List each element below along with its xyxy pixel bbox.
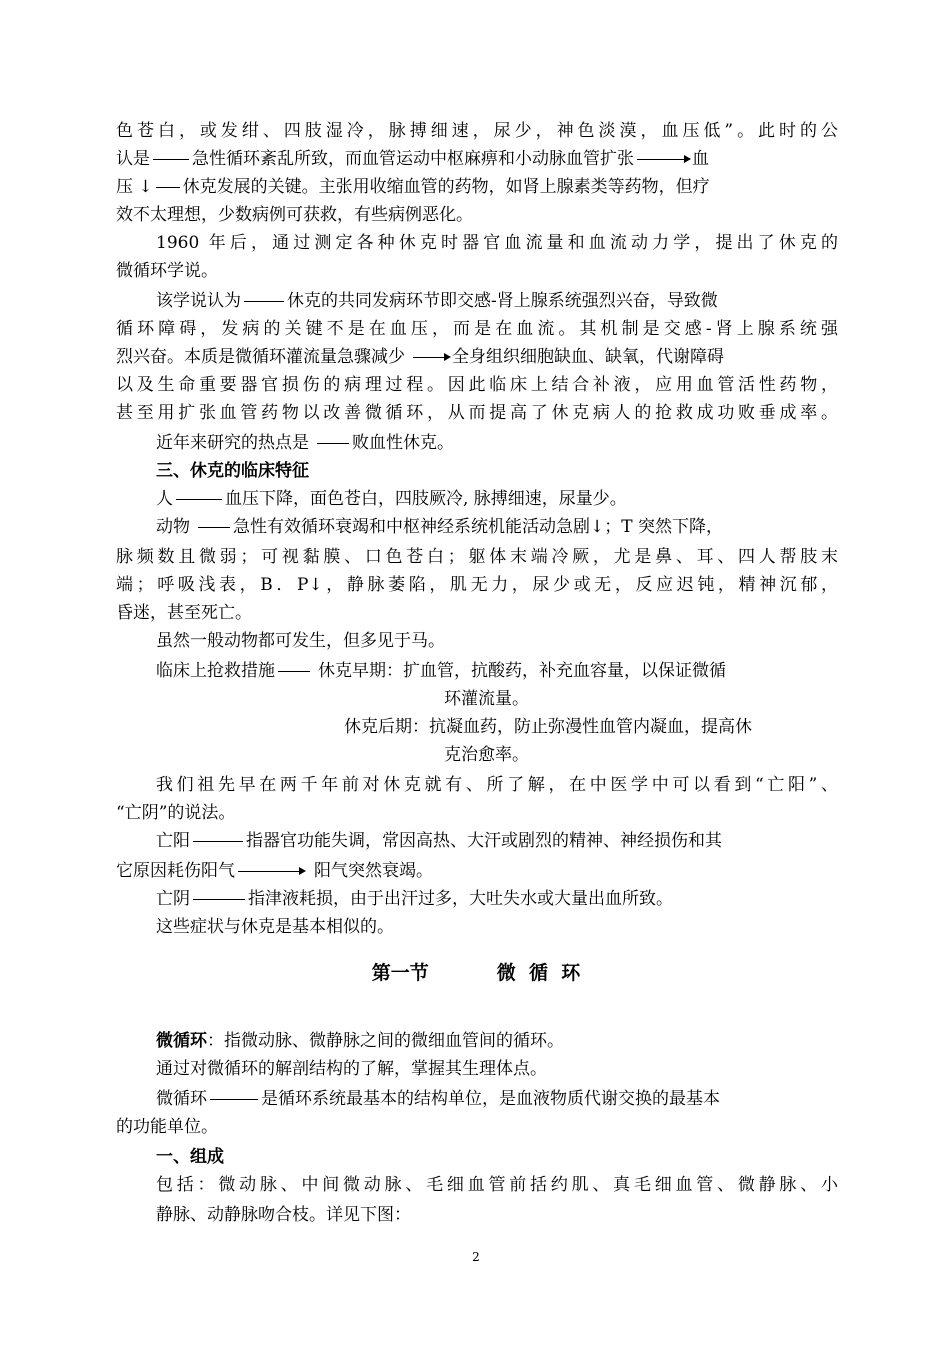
text-span: 亡阳 [156,831,190,851]
text-span: 血 [692,149,709,169]
text-line: 色苍白，或发绀、四肢湿冷，脉搏细速，尿少，神色淡漠，血压低”。此时的公 [116,121,838,141]
text-line: 静脉、动静脉吻合枝。详见下图： [156,1205,411,1225]
dash-line [244,301,284,302]
page-number: 2 [472,1250,480,1264]
dash-line [176,499,222,500]
text-line [156,1027,838,1055]
arrow-icon [238,871,304,872]
text-line [116,145,838,173]
text-line: 效不太理想，少数病例可获救，有些病例恶化。 [116,205,473,225]
text-span: 休克发展的关键。主张用收缩血管的药物，如肾上腺素类等药物，但疗 [182,177,710,197]
text-span: 血压下降，面色苍白，四肢厥冷, 脉搏细速，尿量少。 [225,489,627,509]
text-span: 是循环系统最基本的结构单位，是血液物质代谢交换的最基本 [261,1089,720,1109]
dash-line [317,443,349,444]
section-heading: 三、休克的临床特征 [156,461,309,481]
text-line: 甚至用扩张血管药物以改善微循环，从而提高了休克病人的抢救成功败垂成率。 [116,403,838,423]
text-line [156,827,838,855]
text-span: 该学说认为 [156,291,241,311]
text-line: 端；呼吸浅表，B．P↓，静脉萎陷，肌无力，尿少或无，反应迟钝，精神沉郁， [116,575,838,595]
text-span: 烈兴奋。本质是微循环灌流量急骤减少 [116,347,405,367]
text-line: 1960 年后，通过测定各种休克时器官血流量和血流动力学，提出了休克的 [156,233,838,253]
text-line [156,287,838,315]
text-line [116,857,838,885]
text-line: 以及生命重要器官损伤的病理过程。因此临床上结合补液，应用血管活性药物， [116,375,838,395]
text-span: 认是 [116,149,150,169]
section-title [0,957,952,989]
dash-line [153,159,189,160]
text-span: ：指微动脉、微静脉之间的微细血管间的循环。 [207,1031,564,1051]
dash-line [193,899,245,900]
text-span: 它原因耗伤阳气 [116,861,235,881]
section-name: 微 循 环 [496,962,581,984]
text-span: 休克的共同发病环节即交感-肾上腺系统强烈兴奋，导致微 [287,291,718,311]
text-line: 循环障碍，发病的关键不是在血压，而是在血流。其机制是交感-肾上腺系统强 [116,319,838,339]
text-line: 休克后期：抗凝血药，防止弥漫性血管内凝血，提高休 [344,717,752,737]
dash-line [278,671,310,672]
text-span: 休克早期：扩血管，抗酸药，补充血容量，以保证微循 [318,661,726,681]
text-line [156,513,838,541]
text-span: 压 ↓ [116,177,153,197]
text-span: 人 [156,489,173,509]
text-span: 亡阴 [156,889,190,909]
text-line [116,173,838,201]
dash-line [210,1099,258,1100]
text-line: 包括：微动脉、中间微动脉、毛细血管前括约肌、真毛细血管、微静脉、小 [156,1175,838,1195]
text-line [156,485,838,513]
text-line: 虽然一般动物都可发生，但多见于马。 [156,631,445,651]
text-line: 脉频数且微弱；可视黏膜、口色苍白；躯体末端冷厥，尤是鼻、耳、四人帮肢末 [116,547,838,567]
text-line: 通过对微循环的解剖结构的了解，掌握其生理体点。 [156,1059,547,1079]
arrow-icon [413,357,449,358]
text-line: “亡阴”的说法。 [116,803,236,823]
text-span: 全身组织细胞缺血、缺氧，代谢障碍 [452,347,724,367]
text-line [116,343,838,371]
text-span: 临床上抢救措施 [156,661,275,681]
text-line [156,1085,838,1113]
text-line [156,657,838,685]
text-span: 败血性休克。 [352,433,454,453]
text-span: 近年来研究的热点是 [156,433,309,453]
text-span: 指器官功能失调，常因高热、大汗或剧烈的精神、神经损伤和其 [246,831,722,851]
text-span: 微循环 [156,1089,207,1109]
term-label: 微循环 [156,1031,207,1051]
text-line: 这些症状与休克是基本相似的。 [156,917,394,937]
text-span: 阳气突然衰竭。 [314,861,433,881]
dash-line [156,187,180,188]
section-heading: 一、组成 [156,1147,224,1167]
text-line: 环灌流量。 [444,689,529,709]
text-span: 急性循环紊乱所致，而血管运动中枢麻痹和小动脉血管扩张 [192,149,634,169]
text-span: 动物 [156,517,190,537]
dash-line [193,841,243,842]
dash-line [198,527,230,528]
section-number: 第一节 [371,962,429,984]
text-line [156,429,838,457]
text-span: 急性有效循环衰竭和中枢神经系统机能活动急剧↓；T 突然下降， [233,517,723,537]
text-line: 微循环学说。 [116,261,218,281]
text-line [156,885,838,913]
text-line: 昏迷，甚至死亡。 [116,603,252,623]
text-line: 我们祖先早在两千年前对休克就有、所了解，在中医学中可以看到“亡阳”、 [156,775,838,795]
text-line: 的功能单位。 [116,1117,218,1137]
text-span: 指津液耗损，由于出汗过多，大吐失水或大量出血所致。 [248,889,673,909]
arrow-icon [637,159,689,160]
text-line: 克治愈率。 [444,745,529,765]
